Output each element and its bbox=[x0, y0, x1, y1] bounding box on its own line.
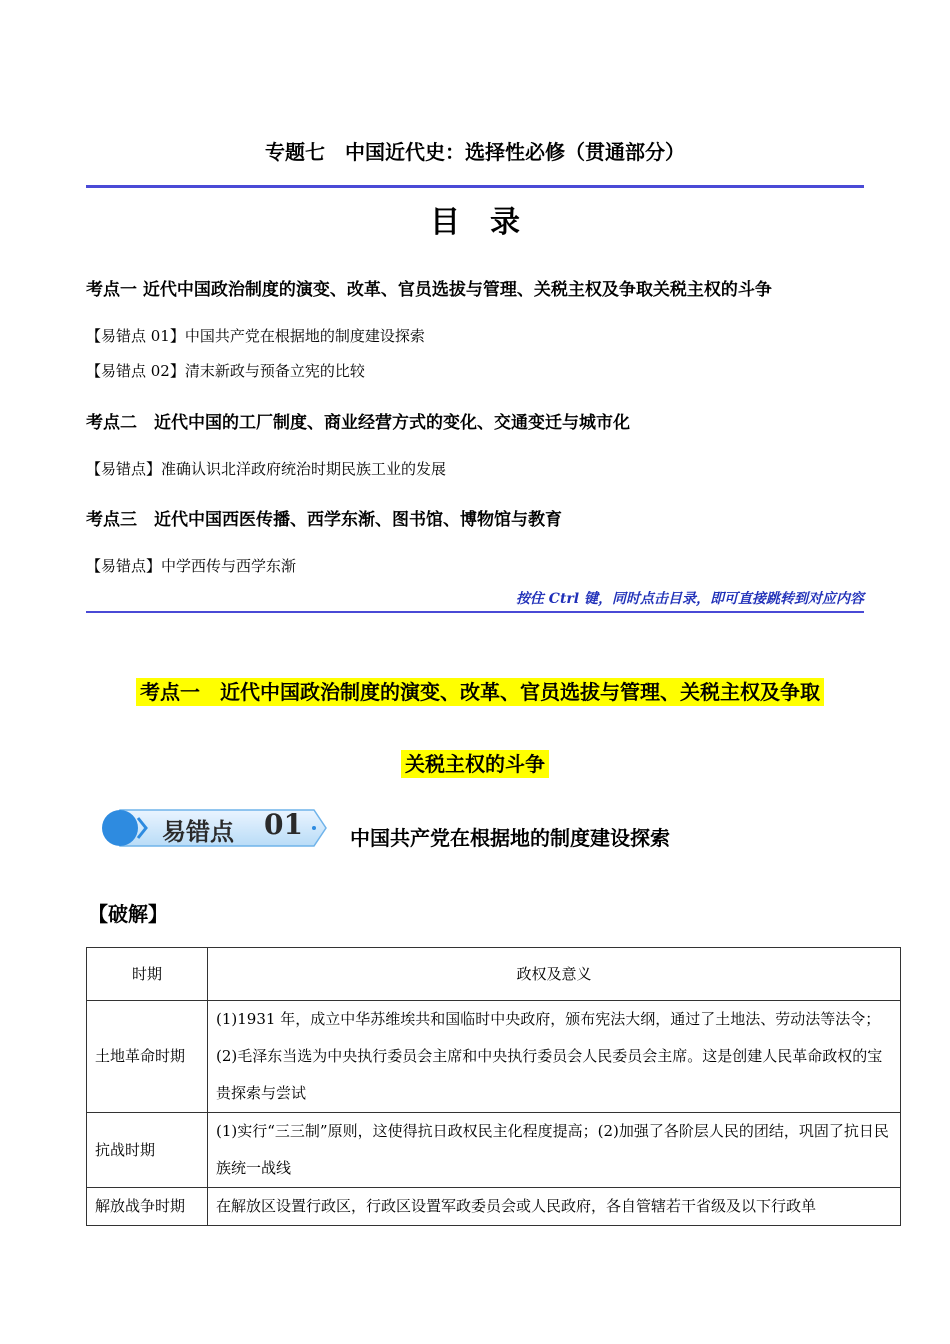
table-cell-content: (1)1931 年，成立中华苏维埃共和国临时中央政府，颁布宪法大纲，通过了土地法、劳动法等法令；(2)毛泽东当选为中央执行委员会主席和中央执行委员会人民委员会主席。这是创建人民革命政权的宝贵探索与尝试 bbox=[208, 1001, 901, 1113]
table-row bbox=[87, 1001, 901, 1113]
toc-link-point-1-2[interactable]: 【易错点 02】清末新政与预备立宪的比较 bbox=[86, 362, 365, 380]
toc-link-section-3[interactable]: 考点三 近代中国西医传播、西学东渐、图书馆、博物馆与教育 bbox=[86, 510, 562, 530]
section-1-title-line-2-wrap bbox=[0, 748, 950, 777]
table-header-row bbox=[87, 948, 901, 1001]
error-point-badge bbox=[100, 806, 330, 850]
toc-link-point-2-1[interactable]: 【易错点】准确认识北洋政府统治时期民族工业的发展 bbox=[86, 460, 447, 478]
table-cell-content: (1)实行“三三制”原则，这使得抗日政权民主化程度提高；(2)加强了各阶层人民的团结，巩固了抗日民族统一战线 bbox=[208, 1113, 901, 1188]
toc-title: 目录 bbox=[430, 205, 550, 240]
table-header-period: 时期 bbox=[87, 948, 208, 1001]
badge-label: 易错点 bbox=[162, 818, 234, 846]
badge-number: 01 bbox=[264, 808, 303, 841]
toc-navigation-hint: 按住 Ctrl 键，同时点击目录，即可直接跳转到对应内容 bbox=[515, 591, 864, 607]
table-cell-period: 土地革命时期 bbox=[87, 1001, 208, 1113]
toc-bottom-divider bbox=[86, 611, 864, 613]
table-cell-period: 抗战时期 bbox=[87, 1113, 208, 1188]
table-row bbox=[87, 1188, 901, 1226]
header-divider bbox=[86, 185, 864, 188]
section-1-title-line-1-wrap bbox=[100, 676, 860, 705]
toc-link-section-2[interactable]: 考点二 近代中国的工厂制度、商业经营方式的变化、交通变迁与城市化 bbox=[86, 413, 630, 433]
pojie-label: 【破解】 bbox=[88, 902, 168, 926]
toc-link-section-1[interactable]: 考点一 近代中国政治制度的演变、改革、官员选拔与管理、关税主权及争取关税主权的斗争 bbox=[86, 280, 772, 300]
table-row bbox=[87, 1113, 901, 1188]
toc-link-point-1-1[interactable]: 【易错点 01】中国共产党在根据地的制度建设探索 bbox=[86, 327, 425, 345]
error-point-title: 中国共产党在根据地的制度建设探索 bbox=[350, 826, 670, 850]
document-subject-title: 专题七 中国近代史：选择性必修（贯通部分） bbox=[265, 140, 685, 164]
table-header-regime: 政权及意义 bbox=[208, 948, 901, 1001]
section-1-title-line-2: 关税主权的斗争 bbox=[401, 750, 549, 778]
periods-table bbox=[86, 947, 901, 1226]
table-cell-content: 在解放区设置行政区，行政区设置军政委员会或人民政府，各自管辖若干省级及以下行政单 bbox=[208, 1188, 901, 1226]
toc-link-point-3-1[interactable]: 【易错点】中学西传与西学东渐 bbox=[86, 557, 297, 575]
section-1-title-line-1: 考点一 近代中国政治制度的演变、改革、官员选拔与管理、关税主权及争取 bbox=[136, 678, 824, 706]
table-cell-period: 解放战争时期 bbox=[87, 1188, 208, 1226]
